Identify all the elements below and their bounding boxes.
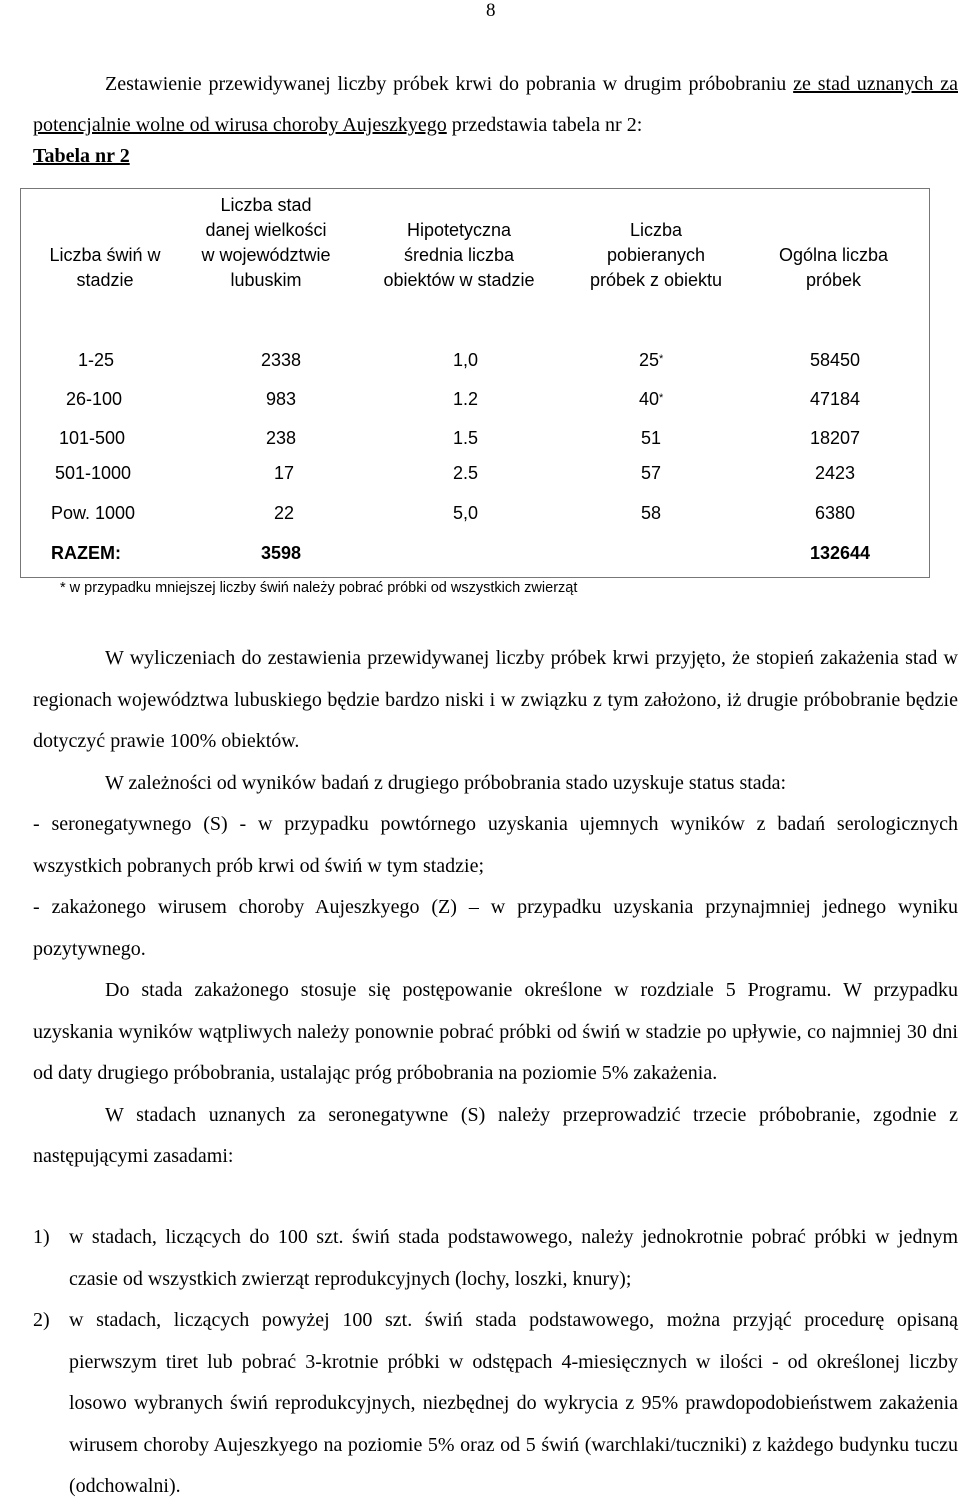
cell-total: 2423 <box>815 463 856 483</box>
header-total-samples: Ogólna liczba próbek <box>778 245 889 290</box>
list-text: w stadach, liczących powyżej 100 szt. świń stada podstawowego, można przyjąć procedurę opisaną pierwszym tiret lub pobrać 3-krotnie próbki w odstępach 4-miesięcznych w ilości - od określonej liczby losowo wybranych świń reprodukcyjnych, niezbędnej do wykrycia z 95% prawdopodobieństwem zakażenia wirusem choroby Aujeszkyego na poziomie 5% oraz od 5 świń (warchlaki/tuczniki) z każdego budynku tuczu (odchowalni). <box>69 1309 958 1497</box>
footnote-star: * <box>659 392 664 404</box>
cell-total-herds: 3598 <box>261 543 302 563</box>
cell-samples <box>639 388 663 413</box>
cell-avg: 2.5 <box>453 463 479 483</box>
header-avg-objects: Hipotetyczna średnia liczba obiektów w stadzie <box>383 220 535 290</box>
samples-table <box>20 188 930 578</box>
paragraph-status-intro: W zależności od wyników badań z drugiego próbobrania stado uzyskuje status stada: <box>105 771 787 794</box>
cell-size: 101-500 <box>59 428 126 448</box>
page-number: 8 <box>486 0 496 21</box>
header-samples-per-object: Liczba pobieranych próbek z obiektu <box>589 220 723 290</box>
paragraph-infected: - zakażonego wirusem choroby Aujeszkyego (Z) – w przypadku uzyskania przynajmniej jednego wyniku pozytywnego. <box>33 896 958 960</box>
list-number: 1) <box>33 1226 50 1248</box>
paragraph-seronegative: - seronegatywnego (S) - w przypadku powtórnego uzyskania ujemnych wyników z badań serologicznych wszystkich pobranych prób krwi od świń w tym stadzie; <box>33 813 958 877</box>
cell-total: 18207 <box>810 428 861 448</box>
paragraph-procedure: Do stada zakażonego stosuje się postępowanie określone w rozdziale 5 Programu. W przypadku uzyskania wyników wątpliwych należy ponownie pobrać próbki od świń w stadzie po upływie, co najmniej 30 dni od daty drugiego próbobrania, ustalając próg próbobrania na poziomie 5% zakażenia. <box>33 979 958 1084</box>
list-text: w stadach, liczących do 100 szt. świń stada podstawowego, należy jednokrotnie pobrać próbki w jednym czasie od wszystkich zwierząt reprodukcyjnych (lochy, loszki, knury); <box>69 1226 958 1290</box>
paragraph-assumptions: W wyliczeniach do zestawienia przewidywanej liczby próbek krwi przyjęto, że stopień zakażenia stad w regionach województwa lubuskiego będzie bardzo niski i w związku z tym założono, iż drugie próbobranie będzie dotyczyć prawie 100% obiektów. <box>33 647 958 752</box>
cell-herds: 17 <box>274 463 295 483</box>
cell-herds: 238 <box>266 428 297 448</box>
cell-avg: 1,0 <box>453 350 479 370</box>
cell-total-samples: 132644 <box>810 543 871 563</box>
cell-total-label: RAZEM: <box>51 543 121 563</box>
cell-size: 26-100 <box>66 389 123 409</box>
cell-total: 47184 <box>810 389 861 409</box>
intro-paragraph <box>33 64 958 146</box>
cell-size: Pow. 1000 <box>51 503 136 523</box>
list-number: 2) <box>33 1309 50 1331</box>
cell-samples-value: 40 <box>639 389 660 409</box>
list-item <box>33 1300 958 1508</box>
cell-avg: 5,0 <box>453 503 479 523</box>
cell-avg: 1.2 <box>453 389 479 409</box>
cell-samples: 51 <box>641 428 662 448</box>
rules-list <box>33 1217 958 1508</box>
cell-size: 1-25 <box>78 350 115 370</box>
paragraph-third-sampling: W stadach uznanych za seronegatywne (S) należy przeprowadzić trzecie próbobranie, zgodnie z następującymi zasadami: <box>33 1103 958 1167</box>
cell-herds: 22 <box>274 503 295 523</box>
header-pigs-in-herd: Liczba świń w stadzie <box>49 245 161 290</box>
footnote-star: * <box>659 353 664 365</box>
cell-avg: 1.5 <box>453 428 479 448</box>
intro-text: Zestawienie przewidywanej liczby próbek krwi do pobrania w drugim próbobraniu <box>105 73 794 95</box>
cell-samples <box>639 349 663 374</box>
intro-underlined-text: ze stad uznanych za potencjalnie wolne od wirusa choroby Aujeszkyego <box>33 73 958 136</box>
cell-total: 58450 <box>810 350 861 370</box>
cell-size: 501-1000 <box>55 463 132 483</box>
intro-text-end: przedstawia tabela nr 2: <box>446 114 643 136</box>
cell-herds: 2338 <box>261 350 302 370</box>
cell-total: 6380 <box>815 503 856 523</box>
table-caption: Tabela nr 2 <box>33 145 130 167</box>
cell-herds: 983 <box>266 389 297 409</box>
header-herd-count: Liczba stad danej wielkości w województwie lubuskim <box>201 195 331 290</box>
cell-samples: 57 <box>641 463 662 483</box>
table-footnote: * w przypadku mniejszej liczby świń należy pobrać próbki od wszystkich zwierząt <box>60 580 578 596</box>
body-text <box>33 638 958 1178</box>
list-item <box>33 1217 958 1300</box>
cell-samples: 58 <box>641 503 662 523</box>
cell-samples-value: 25 <box>639 350 660 370</box>
